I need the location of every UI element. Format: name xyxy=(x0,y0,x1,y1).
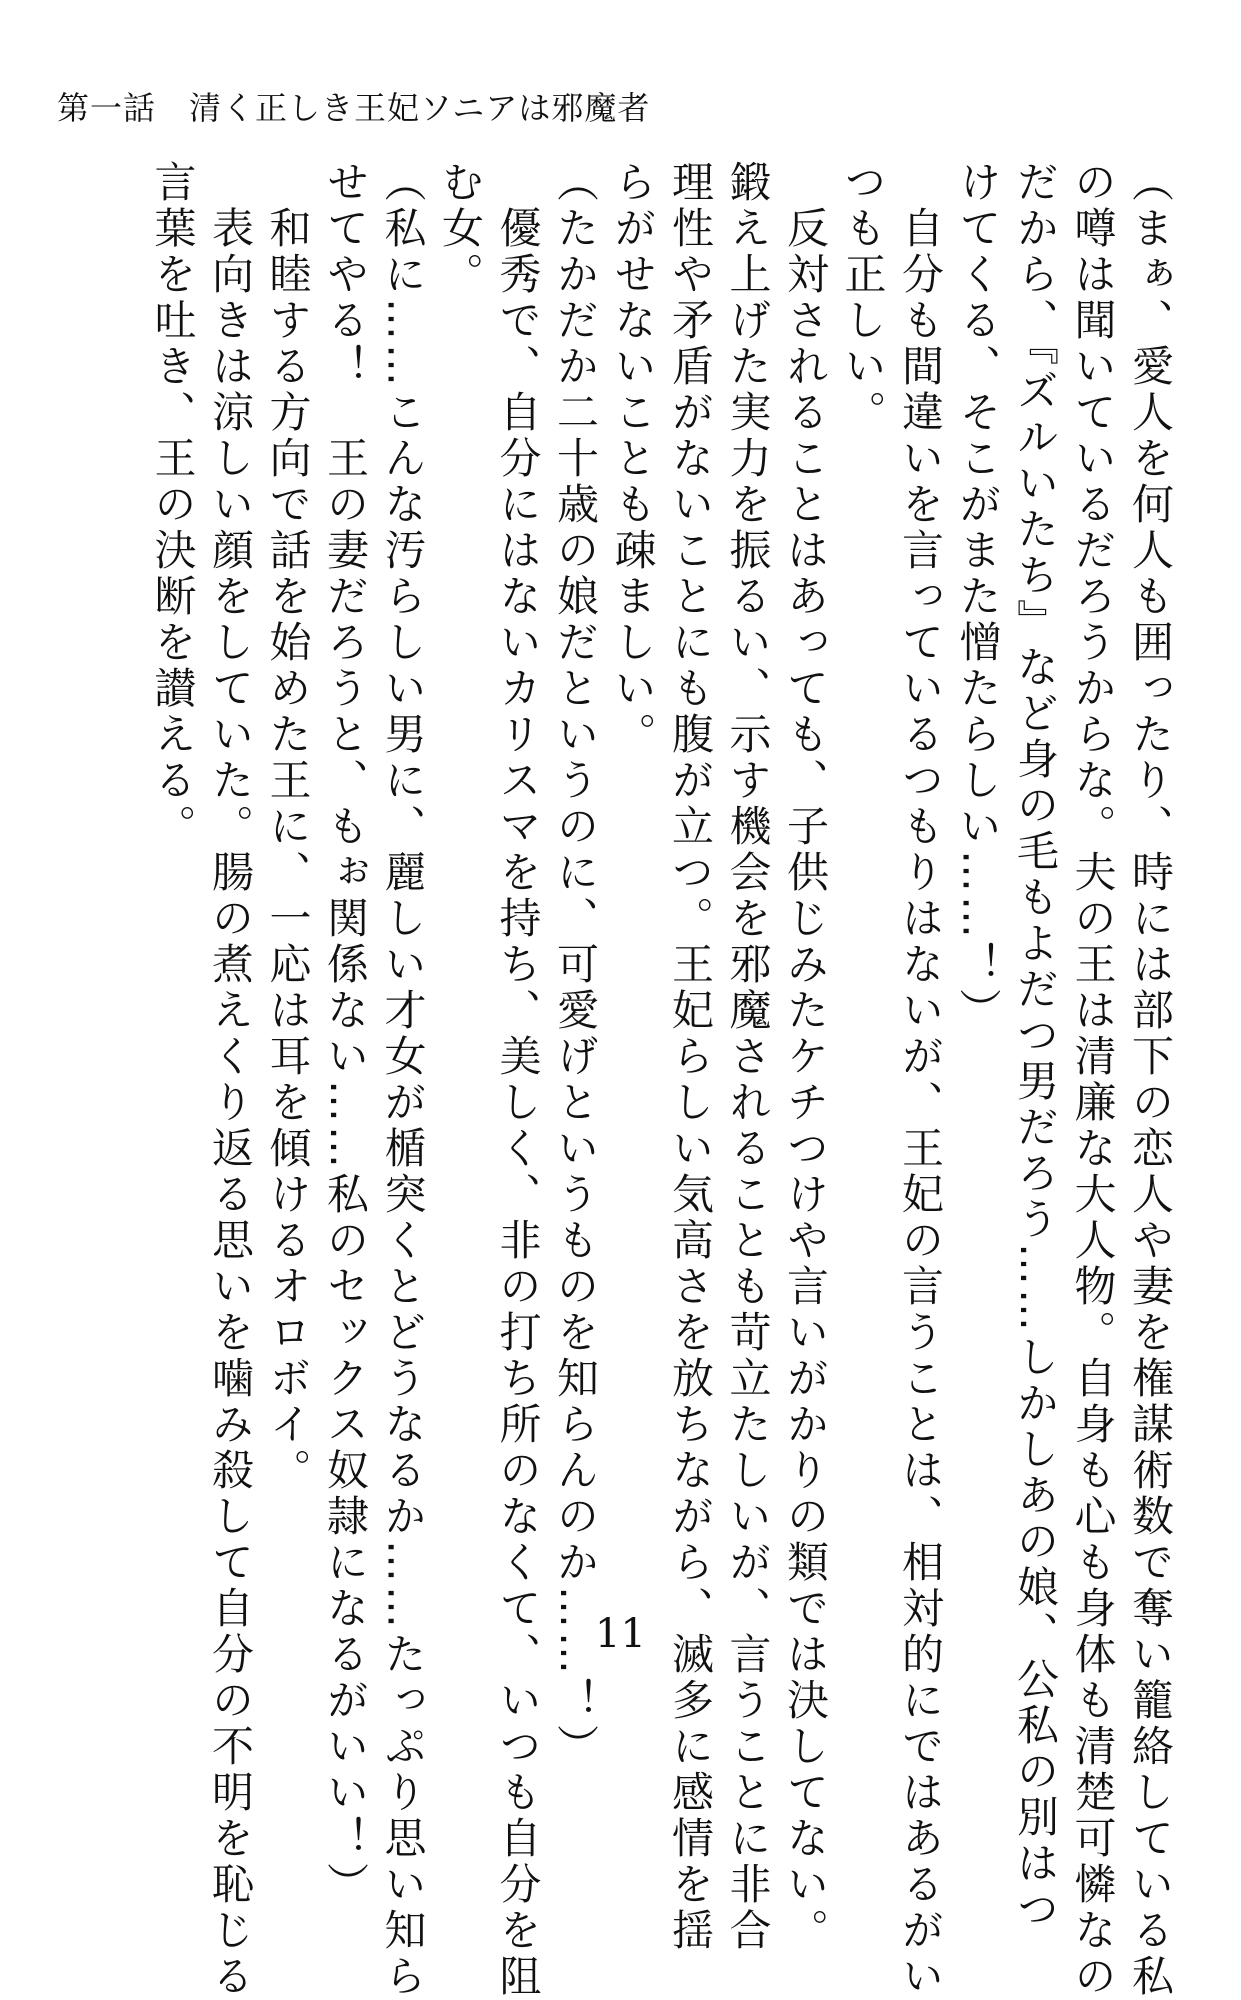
text-column: 鍛え上げた実力を振るい、示す機会を邪魔されることも苛立たしいが、言うことに非合 xyxy=(723,160,773,1954)
text-column: の噂は聞いているだろうからな。夫の王は清廉な大人物。自身も心も身体も清楚可憐なの xyxy=(1068,160,1118,2000)
text-column: 理性や矛盾がないことにも腹が立つ。王妃らしい気高さを放ちながら、滅多に感情を揺 xyxy=(666,160,715,1954)
text-column: 反対されることはあっても、子供じみたケチつけや言いがかりの類では決してない。 xyxy=(781,160,830,1954)
text-column: 表向きは涼しい顔をしていた。腸の煮えくり返る思いを噛み殺して自分の不明を恥じる xyxy=(206,160,255,2000)
text-column: む女。 xyxy=(436,160,485,298)
text-column: （まぁ、愛人を何人も囲ったり、時には部下の恋人や妻を権謀術数で奪い籠絡している私 xyxy=(1126,160,1175,2000)
text-column: 優秀で、自分にはないカリスマを持ち、美しく、非の打ち所のなくて、いつも自分を阻 xyxy=(493,160,543,2000)
text-column: 和睦する方向で話を始めた王に、一応は耳を傾けるオロボイ。 xyxy=(263,160,313,1494)
page-number: 11 xyxy=(595,1611,646,1657)
text-column: だから、『ズルいたち』など身の毛もよだつ男だろう……しかしあの娘、公私の別はつ xyxy=(1011,160,1060,1933)
text-column: 自分も間違いを言っているつもりはないが、王妃の言うことは、相対的にではあるがい xyxy=(896,160,945,2000)
text-column: せてやる！ 王の妻だろうと、もぉ関係ない……私のセックス奴隷になるがいい！） xyxy=(321,160,370,1908)
text-column: けてくる、そこがまた憎たらしい……！） xyxy=(953,160,1003,1034)
text-column: 言葉を吐き、王の決断を讃える。 xyxy=(148,160,198,850)
text-column: （私に……こんな汚らしい男に、麗しい才女が楯突くとどうなるか……たっぷり思い知ら xyxy=(378,160,428,2000)
text-column: （たかだか二十歳の娘だというのに、可愛げというものを知らんのか……！） xyxy=(551,160,600,1770)
chapter-title: 第一話 清く正しき王妃ソニアは邪魔者 xyxy=(57,89,651,127)
text-column: つも正しい。 xyxy=(838,160,888,436)
text-column: らがせないことも疎ましい。 xyxy=(608,160,658,758)
